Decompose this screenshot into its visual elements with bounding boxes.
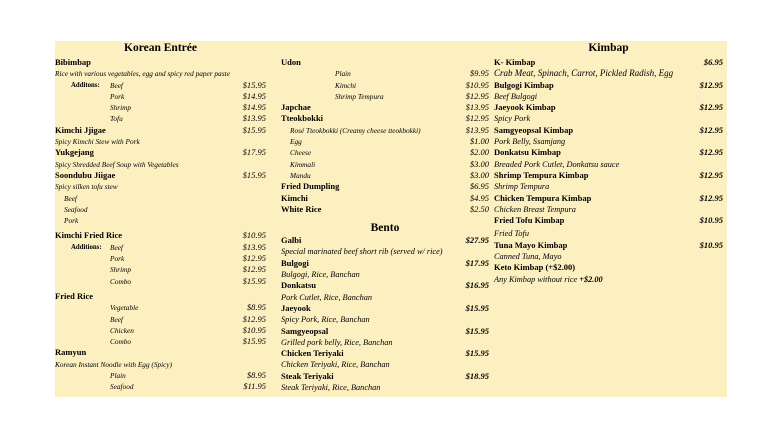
option-row: Plain $8.95 bbox=[110, 370, 266, 381]
item-description: Chicken Teriyaki, Rice, Banchan bbox=[281, 360, 390, 370]
option-row: Pork $12.95 bbox=[110, 253, 266, 264]
item-description: Breaded Pork Cutlet, Donkatsu sauce bbox=[494, 159, 620, 169]
option-row: Beef bbox=[64, 193, 77, 203]
item-description: Bulgogi, Rice, Banchan bbox=[281, 270, 360, 280]
option-row: Additions: Beef $13.95 bbox=[71, 241, 266, 252]
option-row: Mandu $3.00 bbox=[290, 169, 489, 180]
option-row: Seafood bbox=[64, 204, 88, 214]
kimbap-item-fried-tofu: Fried Tofu Kimbap $10.95 bbox=[494, 215, 723, 226]
bento-item-steak-teriyaki: Steak Teriyaki $18.95 bbox=[281, 370, 489, 381]
korean-entree-column bbox=[55, 41, 266, 393]
option-row: Egg $1.00 bbox=[290, 136, 489, 147]
menu-item-white-rice: White Rice $2.50 bbox=[281, 203, 489, 214]
item-description: Grilled pork belly, Rice, Banchan bbox=[281, 337, 393, 347]
option-row: Beef $12.95 bbox=[110, 313, 266, 324]
item-description: Korean Instant Noodle with Egg (Spicy) bbox=[55, 359, 173, 369]
item-description: Spicy Pork, Rice, Banchan bbox=[281, 315, 370, 325]
bento-item-bulgogi: Bulgogi $17.95 bbox=[281, 257, 489, 268]
bento-item-donkatsu: Donkatsu $16.95 bbox=[281, 280, 489, 291]
kimbap-item-chicken-tempura: Chicken Tempura Kimbap $12.95 bbox=[494, 192, 723, 203]
bento-item-jaeyook: Jaeyook $15.95 bbox=[281, 302, 489, 313]
option-row: Shrimp $12.95 bbox=[110, 264, 266, 275]
option-row: Combo $15.95 bbox=[110, 275, 266, 286]
section-title-kimbap: Kimbap bbox=[588, 42, 629, 54]
menu-panel bbox=[55, 41, 727, 397]
item-description: Spicy Kimchi Stew with Pork bbox=[55, 137, 140, 147]
item-description: Beef Bulgogi bbox=[494, 91, 538, 101]
item-description: Spicy Shredded Beef Soup with Vegetables bbox=[55, 159, 179, 169]
option-row: Chicken $10.95 bbox=[110, 324, 266, 335]
option-row: Shrimp Tempura $12.95 bbox=[335, 90, 489, 101]
menu-item-soondubu: Soondubu Jiigae $15.95 bbox=[55, 169, 266, 180]
option-row: Rosé Tteokbokki (Creamy cheese tteokbokki) $13.95 bbox=[290, 124, 489, 135]
option-row: Seafood $11.95 bbox=[110, 381, 266, 392]
kimbap-item-bulgogi: Bulgogi Kimbap $12.95 bbox=[494, 79, 723, 90]
menu-item-udon: Udon bbox=[281, 57, 301, 67]
menu-item-yukgejang: Yukgejang $17.95 bbox=[55, 147, 266, 158]
bento-item-galbi: Galbi $27.95 bbox=[281, 235, 489, 246]
menu-item-bibimbap: Bibimbap bbox=[55, 57, 91, 67]
kimbap-item-k-kimbap: K- Kimbap $6.95 bbox=[494, 57, 723, 67]
option-row: Additons: Beef $15.95 bbox=[71, 79, 266, 90]
menu-item-kimchi-jjigae: Kimchi Jjigae $15.95 bbox=[55, 124, 266, 135]
item-description: Spicy silken tofu stew bbox=[55, 182, 118, 192]
section-title-bento: Bento bbox=[370, 222, 400, 235]
option-row: Kimmali $3.00 bbox=[290, 158, 489, 169]
option-row: Shrimp $14.95 bbox=[110, 102, 266, 113]
option-row: Vegetable $8.95 bbox=[110, 302, 266, 313]
bento-item-chicken-teriyaki: Chicken Teriyaki $15.95 bbox=[281, 348, 489, 359]
kimbap-item-donkatsu: Donkatsu Kimbap $12.95 bbox=[494, 147, 723, 158]
item-description: Crab Meat, Spinach, Carrot, Pickled Radish, Egg bbox=[494, 68, 674, 79]
item-description: Fried Tofu bbox=[494, 229, 529, 239]
menu-item-ramyun: Ramyun bbox=[55, 347, 87, 358]
kimbap-item-shrimp-tempura: Shrimp Tempura Kimbap $12.95 bbox=[494, 169, 723, 180]
section-title-korean-entree: Korean Entrée bbox=[124, 42, 197, 54]
kimbap-column bbox=[494, 41, 723, 285]
option-row: Pork $14.95 bbox=[110, 90, 266, 101]
option-row: Kimchi $10.95 bbox=[335, 79, 489, 90]
bento-item-samgyeopsal: Samgyeopsal $15.95 bbox=[281, 325, 489, 336]
option-row: Plain $9.95 bbox=[335, 68, 489, 79]
item-description: Spicy Pork bbox=[494, 114, 531, 124]
menu-item-fried-dumpling: Fried Dumpling $6.95 bbox=[281, 181, 489, 192]
menu-item-kimchi-fried-rice: Kimchi Fried Rice $10.95 bbox=[55, 230, 266, 241]
item-description: Canned Tuna, Mayo bbox=[494, 252, 562, 262]
option-row: Cheese $2.00 bbox=[290, 147, 489, 158]
menu-item-japchae: Japchae $13.95 bbox=[281, 102, 489, 113]
option-row: Tofu $13.95 bbox=[110, 113, 266, 124]
noodles-bento-column bbox=[281, 41, 489, 393]
option-row: Combo $15.95 bbox=[110, 336, 266, 347]
item-description: Shrimp Tempura bbox=[494, 182, 550, 192]
kimbap-item-tuna-mayo: Tuna Mayo Kimbap $10.95 bbox=[494, 239, 723, 250]
menu-item-fried-rice: Fried Rice bbox=[55, 290, 93, 301]
item-description: Rice with various vegetables, egg and spicy red paper paste bbox=[55, 69, 230, 79]
kimbap-item-jaeyook: Jaeyook Kimbap $12.95 bbox=[494, 102, 723, 113]
item-description: Any Kimbap without rice +$2.00 bbox=[494, 274, 603, 284]
menu-item-kimchi: Kimchi $4.95 bbox=[281, 192, 489, 203]
item-description: Steak Teriyaki, Rice, Banchan bbox=[281, 383, 381, 393]
option-row: Pork bbox=[64, 216, 79, 226]
item-description: Pork Cutlet, Rice, Banchan bbox=[281, 292, 373, 302]
menu-item-tteokbokki: Tteokbokki $12.95 bbox=[281, 113, 489, 124]
item-description: Chicken Breast Tempura bbox=[494, 204, 576, 214]
kimbap-item-samgyeopsal: Samgyeopsal Kimbap $12.95 bbox=[494, 124, 723, 135]
kimbap-item-keto: Keto Kimbap (+$2.00) bbox=[494, 262, 576, 273]
item-description: Special marinated beef short rib (served w/ rice) bbox=[281, 247, 443, 257]
item-description: Pork Belly, Ssamjang bbox=[494, 137, 566, 147]
